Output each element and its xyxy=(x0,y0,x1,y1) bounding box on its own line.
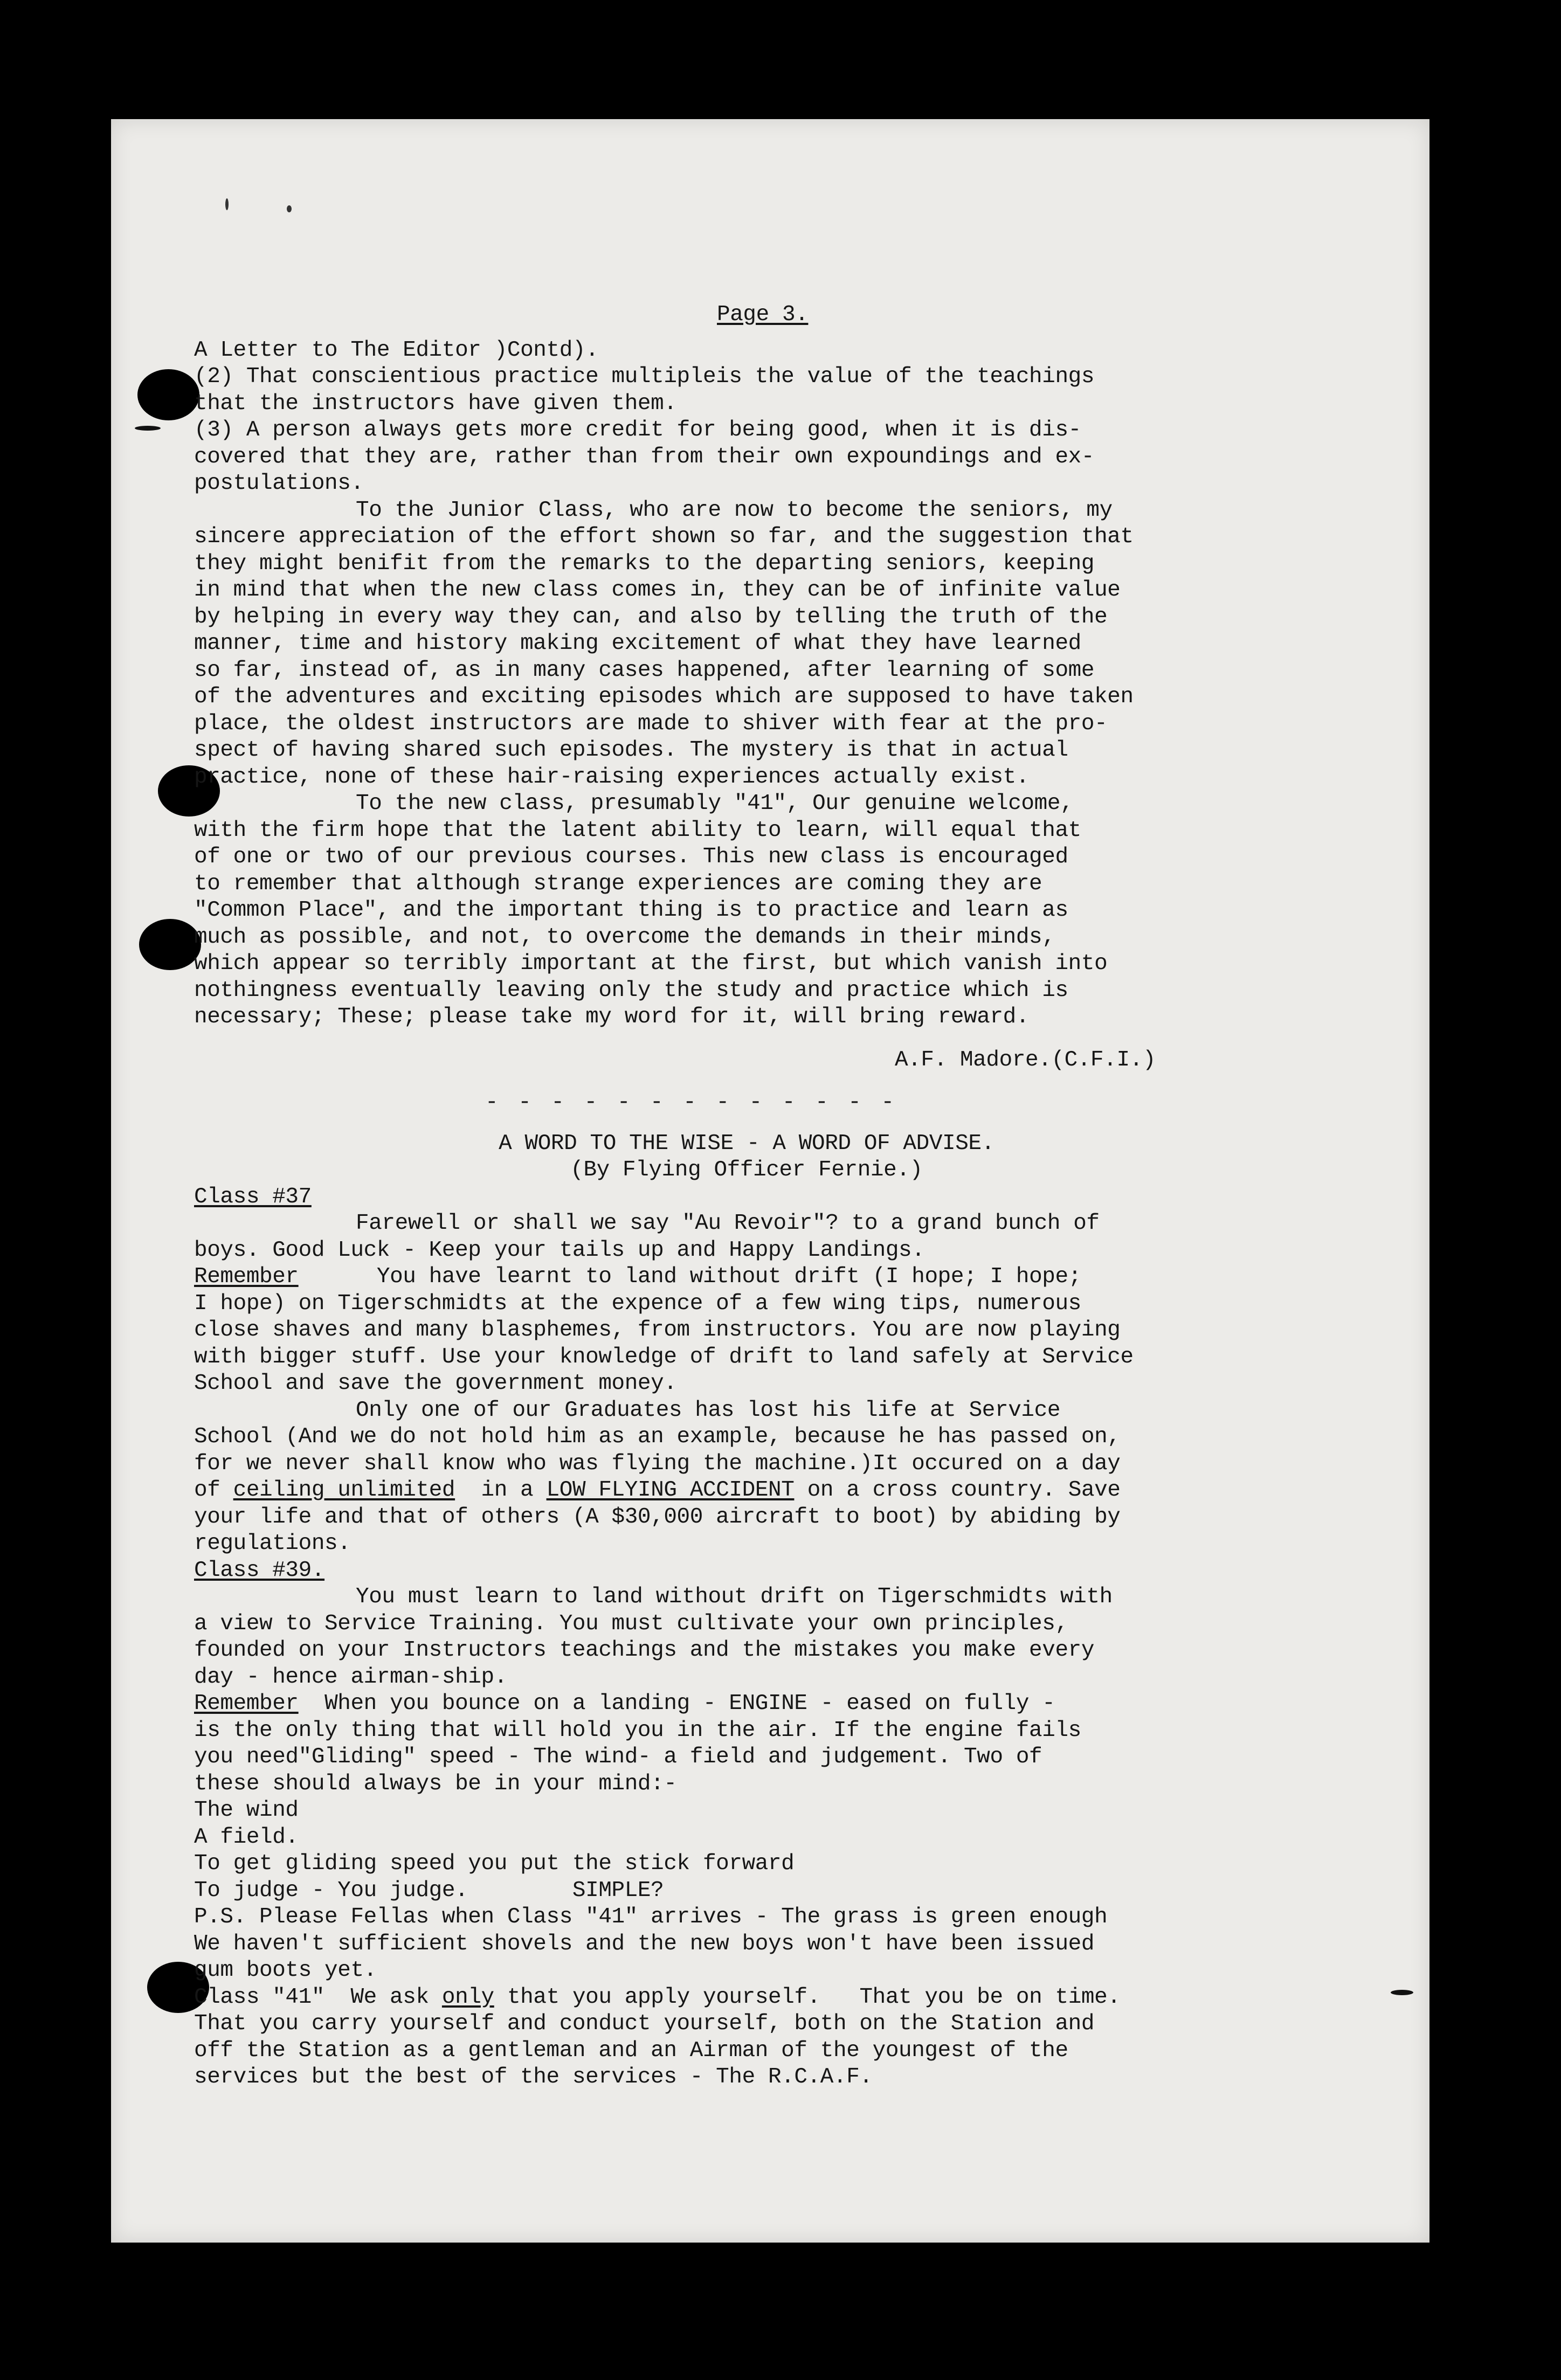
article-line: off the Station as a gentleman and an Airman of the youngest of the xyxy=(194,2038,1068,2063)
article-line: with bigger stuff. Use your knowledge of drift to land safely at Service xyxy=(194,1344,1134,1369)
letter-title: A Letter to The Editor )Contd). xyxy=(194,337,599,363)
letter-line: sincere appreciation of the effort shown so far, and the suggestion that xyxy=(194,524,1134,549)
letter-line: To the new class, presumably "41", Our genuine welcome, xyxy=(356,791,1074,816)
ink-mark xyxy=(225,198,229,210)
class-39-label: Class #39. xyxy=(194,1558,325,1583)
letter-line: (3) A person always gets more credit for being good, when it is dis- xyxy=(194,418,1081,442)
article-title: A WORD TO THE WISE - A WORD OF ADVISE. xyxy=(499,1131,994,1156)
letter-line: nothingness eventually leaving only the study and practice which is xyxy=(194,978,1068,1003)
article-line: you need"Gliding" speed - The wind- a field and judgement. Two of xyxy=(194,1745,1042,1769)
letter-line: they might benifit from the remarks to the departing seniors, keeping xyxy=(194,551,1095,576)
article-line: Farewell or shall we say "Au Revoir"? to a grand bunch of xyxy=(356,1211,1100,1236)
article-line: Only one of our Graduates has lost his life at Service xyxy=(356,1397,1061,1423)
article-line: I hope) on Tigerschmidts at the expence of a few wing tips, numerous xyxy=(194,1291,1081,1316)
letter-line: much as possible, and not, to overcome the demands in their minds, xyxy=(194,924,1055,950)
remember-label: Remember xyxy=(194,1691,299,1716)
binder-hole xyxy=(139,919,201,970)
ink-mark xyxy=(135,426,161,431)
section-divider: - - - - - - - - - - - - - xyxy=(485,1090,898,1115)
letter-line: "Common Place", and the important thing is to practice and learn as xyxy=(194,898,1068,923)
ink-mark xyxy=(1391,1990,1413,1995)
article-text: Class "41" We ask xyxy=(194,1984,429,2010)
article-line: for we never shall know who was flying the machine.)It occured on a day xyxy=(194,1451,1121,1476)
emphasis-ceiling-unlimited: ceiling unlimited xyxy=(233,1478,455,1503)
article-line: these should always be in your mind:- xyxy=(194,1771,677,1796)
letter-line: in mind that when the new class comes in, they can be of infinite value xyxy=(194,578,1121,603)
emphasis-low-flying-accident: LOW FLYING ACCIDENT xyxy=(546,1478,795,1503)
letter-line: with the firm hope that the latent ability to learn, will equal that xyxy=(194,818,1081,843)
letter-line: (2) That conscientious practice multipleis the value of the teachings xyxy=(194,364,1095,389)
article-line: School (And we do not hold him as an example, because he has passed on, xyxy=(194,1424,1121,1449)
ps-line: P.S. Please Fellas when Class "41" arrives - The grass is green enough xyxy=(194,1905,1108,1929)
list-item: A field. xyxy=(194,1824,299,1850)
article-line: boys. Good Luck - Keep your tails up and Happy Landings. xyxy=(194,1237,925,1263)
article-line: day - hence airman-ship. xyxy=(194,1664,507,1690)
letter-line: place, the oldest instructors are made to shiver with fear at the pro- xyxy=(194,711,1108,736)
ps-line: gum boots yet. xyxy=(194,1958,377,1983)
article-text: that you apply yourself. That you be on time. xyxy=(507,1984,1121,2010)
emphasis-only: only xyxy=(441,1984,494,2010)
article-line: When you bounce on a landing - ENGINE - eased on fully - xyxy=(324,1691,1055,1716)
letter-signature: A.F. Madore.(C.F.I.) xyxy=(895,1047,1156,1073)
article-text: of xyxy=(194,1478,220,1503)
article-line: your life and that of others (A $30,000 aircraft to boot) by abiding by xyxy=(194,1504,1121,1530)
article-line: School and save the government money. xyxy=(194,1371,677,1396)
letter-line: necessary; These; please take my word for it, will bring reward. xyxy=(194,1005,1030,1029)
article-line: services but the best of the services - The R.C.A.F. xyxy=(194,2065,873,2090)
letter-line: postulations. xyxy=(194,471,364,496)
list-item: To get gliding speed you put the stick forward xyxy=(194,1851,795,1876)
letter-line: spect of having shared such episodes. The mystery is that in actual xyxy=(194,738,1068,763)
letter-line: of one or two of our previous courses. This new class is encouraged xyxy=(194,845,1068,869)
letter-line: to remember that although strange experiences are coming they are xyxy=(194,871,1042,896)
article-line: You have learnt to land without drift (I hope; I hope; xyxy=(376,1264,1081,1289)
article-line: regulations. xyxy=(194,1531,351,1556)
letter-line: of the adventures and exciting episodes which are supposed to have taken xyxy=(194,684,1134,709)
list-item: To judge - You judge. SIMPLE? xyxy=(194,1878,664,1903)
letter-line: practice, none of these hair-raising experiences actually exist. xyxy=(194,764,1030,790)
document-text xyxy=(194,302,1299,2091)
article-byline: (By Flying Officer Fernie.) xyxy=(570,1158,923,1182)
letter-line: To the Junior Class, who are now to become the seniors, my xyxy=(356,497,1113,523)
letter-line: that the instructors have given them. xyxy=(194,391,677,416)
list-item: The wind xyxy=(194,1798,299,1823)
class-37-label: Class #37 xyxy=(194,1184,312,1209)
letter-line: manner, time and history making excitement of what they have learned xyxy=(194,631,1081,656)
article-line: a view to Service Training. You must cultivate your own principles, xyxy=(194,1611,1068,1636)
article-line: close shaves and many blasphemes, from instructors. You are now playing xyxy=(194,1318,1121,1343)
ink-mark xyxy=(287,205,292,212)
remember-label: Remember xyxy=(194,1264,299,1289)
article-line: founded on your Instructors teachings and the mistakes you make every xyxy=(194,1638,1095,1663)
letter-line: which appear so terribly important at the first, but which vanish into xyxy=(194,951,1108,976)
article-text: in a xyxy=(481,1478,534,1503)
page-number: Page 3. xyxy=(717,302,809,327)
ps-line: We haven't sufficient shovels and the new boys won't have been issued xyxy=(194,1931,1095,1956)
letter-line: by helping in every way they can, and also by telling the truth of the xyxy=(194,604,1108,629)
letter-line: covered that they are, rather than from their own expoundings and ex- xyxy=(194,444,1095,469)
binder-hole xyxy=(137,369,199,420)
letter-line: so far, instead of, as in many cases happened, after learning of some xyxy=(194,658,1095,683)
article-line: That you carry yourself and conduct yourself, both on the Station and xyxy=(194,2011,1095,2036)
article-line: You must learn to land without drift on Tigerschmidts with xyxy=(356,1585,1113,1609)
article-text: on a cross country. Save xyxy=(807,1478,1121,1503)
article-line: is the only thing that will hold you in the air. If the engine fails xyxy=(194,1718,1081,1743)
